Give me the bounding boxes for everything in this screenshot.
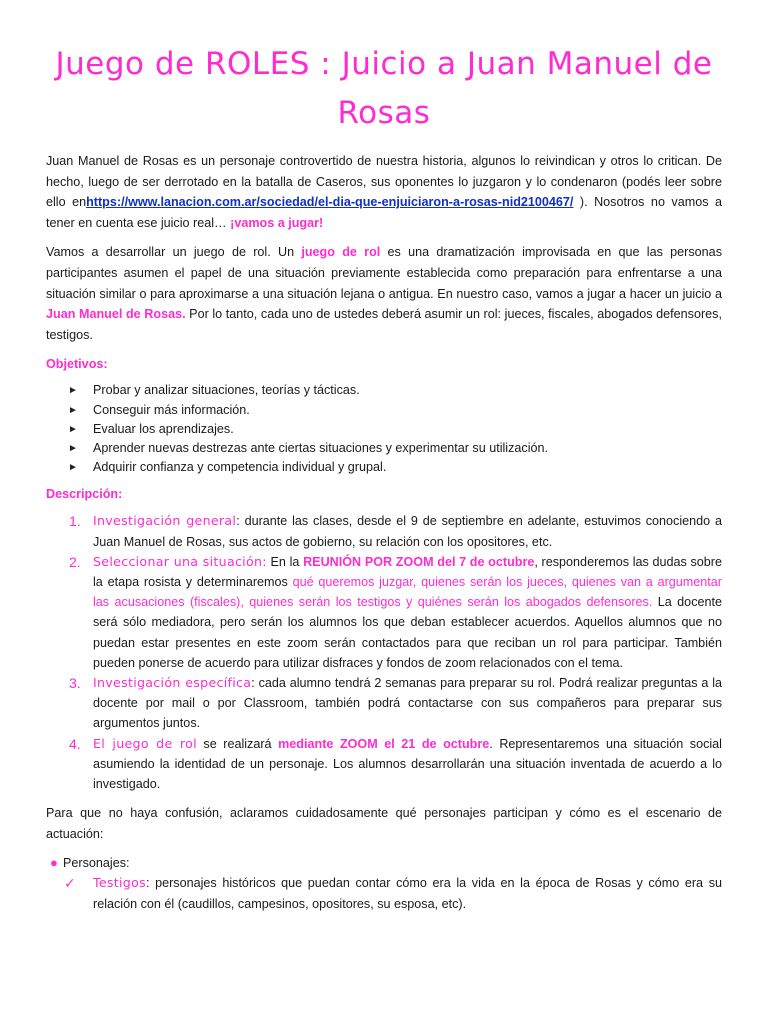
step-text: La docente será sólo mediadora, pero serán los alumnos los que deban establecer acuerdos. Aquellos alumnos que no puedan estar presentes en este zoom serán contactados para que reciban un rol para participar. También pueden ponerse de acuerdo para utilizar disfraces y fondos de zoom relacionados con el tema. — [93, 595, 722, 670]
role-text-end: Por lo tanto, cada uno de ustedes deberá asumir un rol: jueces, fiscales, abogados defensores, testigos. — [46, 307, 722, 342]
step-item — [46, 511, 722, 551]
step-number: 2. — [69, 553, 81, 570]
arrow-right-icon: ► — [68, 385, 78, 397]
lanacion-link[interactable]: https://www.lanacion.com.ar/sociedad/el-dia-que-enjuiciaron-a-rosas-nid2100467/ — [86, 195, 574, 210]
role-term: juego de rol — [301, 245, 381, 260]
step-number: 3. — [69, 674, 81, 691]
arrow-right-icon: ► — [68, 462, 78, 474]
list-item — [46, 439, 722, 458]
role-text-continued: es una dramatización improvisada en que las personas participantes asumen el papel de una situación previamente establecida como preparación para enfrentarse a una situación similar o para aproximarse a una situación lejana o antigua. En nuestro caso, vamos a jugar a hacer un juicio a — [46, 245, 722, 301]
intro-text: Juan Manuel de Rosas es un personaje controvertido de nuestra historia, algunos lo reivindican y otros lo critican. De hecho, luego de ser derrotado en la batalla de Caseros, sus oponentes lo juzgaron y lo condenaron (podés leer sobre ello en — [46, 154, 722, 210]
step-item — [46, 673, 722, 734]
list-item — [46, 401, 722, 420]
step-text: se realizará — [196, 736, 279, 751]
step-number: 4. — [69, 735, 81, 752]
checkmark-icon: ✓ — [64, 875, 76, 892]
character-title: Testigos — [93, 875, 146, 891]
step-text: En la — [266, 554, 304, 569]
bullet-dot-icon: ● — [50, 855, 58, 871]
step-number: 1. — [69, 513, 81, 530]
list-item — [46, 873, 722, 913]
characters-sublist — [46, 873, 722, 913]
step-title: Seleccionar una situación: — [93, 553, 267, 569]
arrow-right-icon: ► — [68, 442, 78, 454]
step-item — [46, 552, 722, 673]
step-title: Investigación específica — [93, 674, 252, 690]
characters-list — [46, 853, 722, 873]
description-label: Descripción: — [46, 487, 123, 502]
description-steps — [46, 511, 722, 794]
step-text: . Representaremos una situación social asumiendo la identidad de un personaje. Los alumnos desarrollarán una situación inventada de acuerdo a lo investigado. — [93, 736, 722, 791]
step-text: , responderemos las dudas sobre la etapa rosista y determinaremos — [93, 554, 723, 589]
characters-label: Personajes: — [63, 856, 130, 871]
intro-emphasis: ¡vamos a jugar! — [230, 215, 324, 230]
page-title: Juego de ROLES : Juicio a Juan Manuel de Rosas — [55, 46, 713, 131]
list-item — [46, 853, 722, 873]
intro-text-continued: ). Nosotros no vamos a tener en cuenta ese juicio real… — [46, 195, 722, 230]
objective-text: Conseguir más información. — [93, 402, 250, 417]
step-highlight: qué queremos juzgar, quienes serán los jueces, quienes van a argumentar las acusaciones (fiscales), quienes serán los testigos y quiénes serán los abogados defensores. — [93, 574, 722, 610]
zoom-meeting-date: REUNIÓN POR ZOOM del 7 de octubre — [303, 554, 535, 569]
role-text: Vamos a desarrollar un juego de rol. Un — [46, 245, 302, 260]
zoom-game-date: mediante ZOOM el 21 de octubre — [278, 736, 490, 751]
arrow-right-icon: ► — [68, 404, 78, 416]
objective-text: Probar y analizar situaciones, teorías y tácticas. — [93, 383, 360, 398]
intro-paragraph — [46, 151, 722, 233]
step-title: El juego de rol — [93, 735, 197, 751]
document-page — [46, 40, 722, 914]
step-text: : cada alumno tendrá 2 semanas para preparar su rol. Podrá realizar preguntas a la docente por mail o por Classroom, también podrá contactarse con sus compañeros para preparar sus argumentos juntos. — [93, 675, 723, 731]
closing-paragraph: Para que no haya confusión, aclaramos cuidadosamente qué personajes participan y cómo es el escenario de actuación: — [46, 806, 722, 841]
character-text: : personajes históricos que puedan contar cómo era la vida en la época de Rosas y cómo era su relación con él (caudillos, campesinos, opositores, su esposa, etc). — [93, 876, 722, 911]
list-item — [46, 381, 722, 400]
role-paragraph — [46, 242, 722, 345]
objective-text: Aprender nuevas destrezas ante ciertas situaciones y experimentar su utilización. — [93, 440, 549, 455]
arrow-right-icon: ► — [68, 423, 78, 435]
list-item — [46, 458, 722, 477]
objectives-label: Objetivos: — [46, 357, 108, 372]
step-text: : durante las clases, desde el 9 de septiembre en adelante, estuvimos conociendo a Juan Manuel de Rosas, sus actos de gobierno, su relación con los opositores, etc. — [93, 514, 722, 549]
objectives-list — [46, 381, 722, 477]
role-name: Juan Manuel de Rosas. — [46, 307, 186, 322]
objective-text: Adquirir confianza y competencia individual y grupal. — [93, 460, 387, 475]
objective-text: Evaluar los aprendizajes. — [93, 421, 234, 436]
step-item — [46, 734, 722, 795]
step-title: Investigación general — [93, 513, 237, 529]
list-item — [46, 420, 722, 439]
